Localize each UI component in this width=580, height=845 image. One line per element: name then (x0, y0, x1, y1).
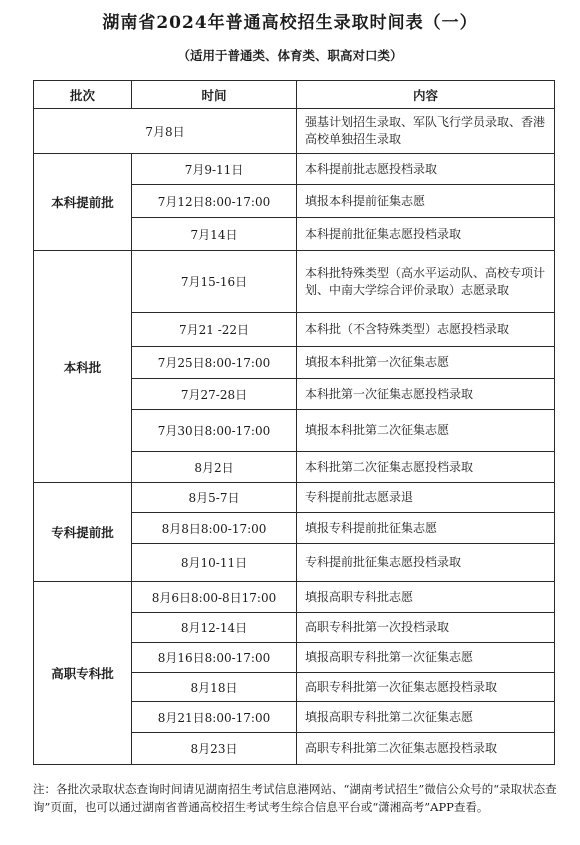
content-cell: 本科批第一次征集志愿投档录取 (297, 379, 555, 410)
content-cell: 本科批（不含特殊类型）志愿投档录取 (297, 313, 555, 347)
content-cell: 本科提前批征集志愿投档录取 (297, 218, 555, 251)
time-cell: 8月2日 (132, 452, 297, 483)
time-cell: 7月15-16日 (132, 251, 297, 313)
time-cell: 8月12-14日 (132, 613, 297, 643)
time-cell: 7月25日8:00-17:00 (132, 347, 297, 379)
batch-cell: 本科提前批 (34, 154, 132, 251)
time-cell: 8月10-11日 (132, 544, 297, 582)
content-cell: 高职专科批第二次征集志愿投档录取 (297, 733, 555, 765)
time-cell: 7月14日 (132, 218, 297, 251)
header-time: 时间 (132, 81, 297, 109)
content-cell: 高职专科批第一次投档录取 (297, 613, 555, 643)
content-cell: 填报高职专科批志愿 (297, 582, 555, 613)
footnote: 注：各批次录取状态查询时间请见湖南招生考试信息港网站、“湖南考试招生”微信公众号的“录取状态查询”页面，也可以通过湖南省普通高校招生考试考生综合信息平台或“潇湘高考”APP查看。 (33, 782, 557, 814)
table-row (34, 251, 555, 313)
table-header-row (34, 81, 555, 109)
content-cell: 强基计划招生录取、军队飞行学员录取、香港高校单独招生录取 (297, 109, 555, 154)
content-cell: 填报本科批第一次征集志愿 (297, 347, 555, 379)
time-cell: 7月21 -22日 (132, 313, 297, 347)
content-cell: 填报专科提前批征集志愿 (297, 513, 555, 544)
table-row (34, 154, 555, 185)
content-cell: 本科提前批志愿投档录取 (297, 154, 555, 185)
batch-cell: 专科提前批 (34, 483, 132, 582)
time-cell: 7月8日 (34, 109, 297, 154)
batch-cell: 高职专科批 (34, 582, 132, 765)
document-title: 湖南省2024年普通高校招生录取时间表（一） (102, 13, 478, 33)
time-cell: 7月30日8:00-17:00 (132, 410, 297, 452)
content-cell: 专科提前批志愿录退 (297, 483, 555, 513)
time-cell: 8月6日8:00-8日17:00 (132, 582, 297, 613)
content-cell: 专科提前批征集志愿投档录取 (297, 544, 555, 582)
time-cell: 8月23日 (132, 733, 297, 765)
content-cell: 填报高职专科批第一次征集志愿 (297, 643, 555, 673)
content-cell: 本科批特殊类型（高水平运动队、高校专项计划、中南大学综合评价录取）志愿录取 (297, 251, 555, 313)
time-cell: 7月9-11日 (132, 154, 297, 185)
time-cell: 7月27-28日 (132, 379, 297, 410)
content-cell: 填报本科提前征集志愿 (297, 185, 555, 218)
time-cell: 8月5-7日 (132, 483, 297, 513)
batch-cell: 本科批 (34, 251, 132, 483)
content-cell: 本科批第二次征集志愿投档录取 (297, 452, 555, 483)
time-cell: 8月16日8:00-17:00 (132, 643, 297, 673)
content-cell: 填报本科批第二次征集志愿 (297, 410, 555, 452)
document-subtitle: （适用于普通类、体育类、职高对口类） (177, 48, 403, 63)
time-cell: 7月12日8:00-17:00 (132, 185, 297, 218)
content-cell: 高职专科批第一次征集志愿投档录取 (297, 673, 555, 702)
table-row (34, 483, 555, 513)
schedule-table (33, 80, 555, 765)
time-cell: 8月8日8:00-17:00 (132, 513, 297, 544)
time-cell: 8月18日 (132, 673, 297, 702)
time-cell: 8月21日8:00-17:00 (132, 702, 297, 733)
content-cell: 填报高职专科批第二次征集志愿 (297, 702, 555, 733)
table-row (34, 582, 555, 613)
header-content: 内容 (297, 81, 555, 109)
header-batch: 批次 (34, 81, 132, 109)
table-row (34, 109, 555, 154)
